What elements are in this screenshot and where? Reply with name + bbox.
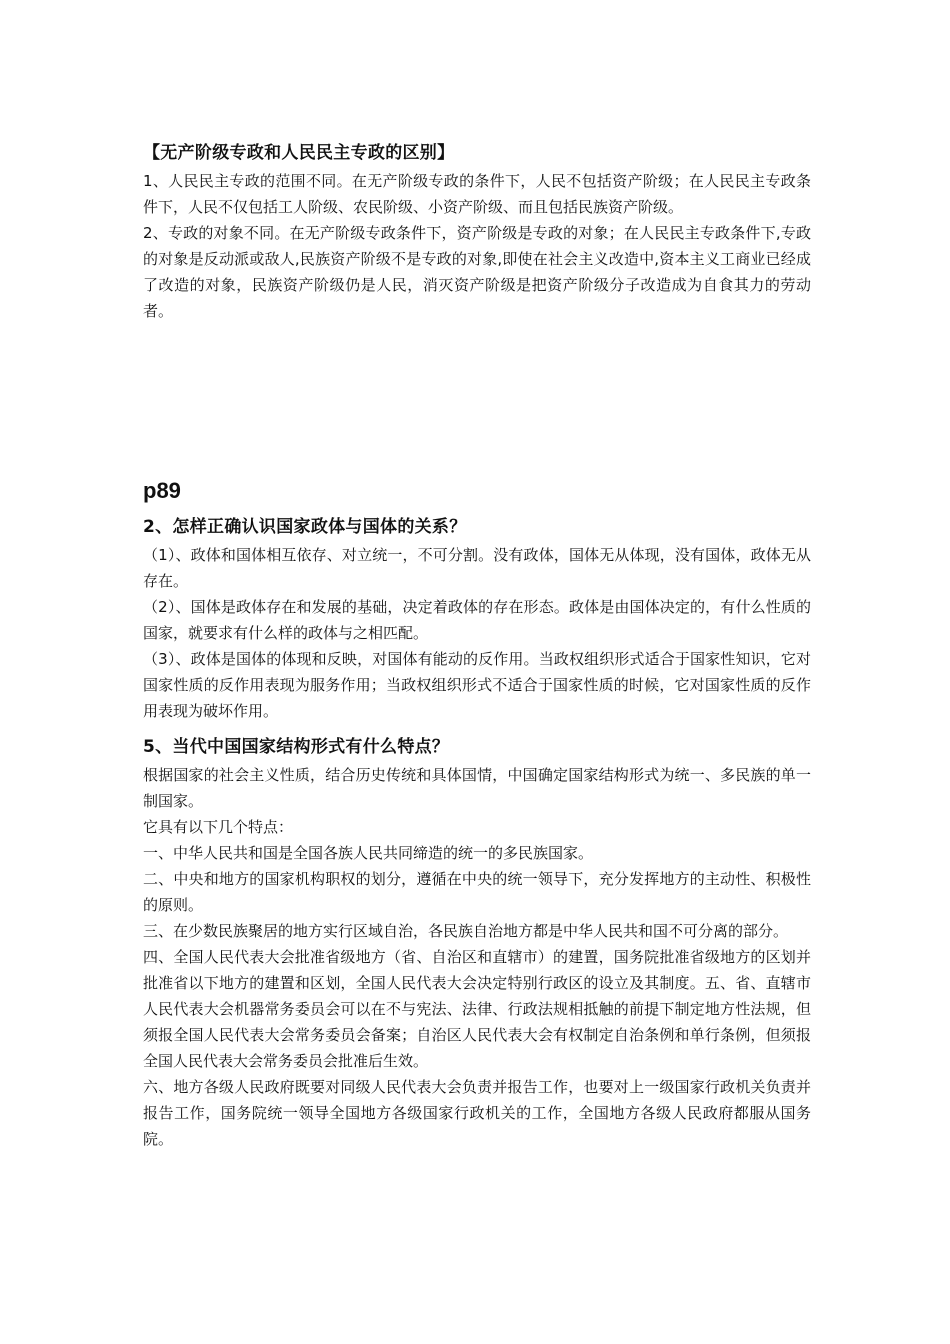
paragraph: （1）、政体和国体相互依存、对立统一，不可分割。没有政体，国体无从体现，没有国体，政体无从存在。	[143, 546, 811, 590]
paragraph: 三、在少数民族聚居的地方实行区域自治，各民族自治地方都是中华人民共和国不可分离的部分。	[143, 922, 789, 940]
paragraph: （3）、政体是国体的体现和反映，对国体有能动的反作用。当政权组织形式适合于国家性知识，它对国家性质的反作用表现为服务作用；当政权组织形式不适合于国家性质的时候，它对国家性质的反作用表现为破坏作用。	[143, 650, 811, 720]
question-heading: 2、怎样正确认识国家政体与国体的关系？	[143, 517, 467, 537]
section-polity-state-relation	[143, 476, 811, 724]
paragraph: 2、专政的对象不同。在无产阶级专政条件下，资产阶级是专政的对象；在人民民主专政条件下,专政的对象是反动派或敌人,民族资产阶级不是专政的对象,即使在社会主义改造中,资本主义工商业已经成了改造的对象，民族资产阶级仍是人民，消灭资产阶级是把资产阶级分子改造成为自食其力的劳动者。	[143, 224, 811, 320]
paragraph: 1、人民民主专政的范围不同。在无产阶级专政的条件下，人民不包括资产阶级；在人民民主专政条件下，人民不仅包括工人阶级、农民阶级、小资产阶级、而且包括民族资产阶级。	[143, 172, 811, 216]
paragraph: 二、中央和地方的国家机构职权的划分，遵循在中央的统一领导下，充分发挥地方的主动性、积极性的原则。	[143, 870, 811, 914]
paragraph: 四、全国人民代表大会批准省级地方（省、自治区和直辖市）的建置，国务院批准省级地方的区划并批准省以下地方的建置和区划，全国人民代表大会决定特别行政区的设立及其制度。五、省、直辖市人民代表大会机器常务委员会可以在不与宪法、法律、行政法规相抵触的前提下制定地方性法规，但须报全国人民代表大会常务委员会备案；自治区人民代表大会有权制定自治条例和单行条例，但须报全国人民代表大会常务委员会批准后生效。	[143, 948, 811, 1070]
paragraph: （2）、国体是政体存在和发展的基础，决定着政体的存在形态。政体是由国体决定的，有什么性质的国家，就要求有什么样的政体与之相匹配。	[143, 598, 811, 642]
page-reference-label: p89	[143, 478, 181, 503]
section-heading: 【无产阶级专政和人民民主专政的区别】	[143, 143, 455, 163]
section-dictatorship-difference	[143, 140, 811, 324]
question-heading: 5、当代中国国家结构形式有什么特点？	[143, 737, 450, 757]
paragraph: 六、地方各级人民政府既要对同级人民代表大会负责并报告工作，也要对上一级国家行政机关负责并报告工作，国务院统一领导全国地方各级国家行政机关的工作，全国地方各级人民政府都服从国务院。	[143, 1078, 811, 1148]
section-state-structure	[143, 734, 811, 1152]
paragraph: 根据国家的社会主义性质，结合历史传统和具体国情，中国确定国家结构形式为统一、多民族的单一制国家。	[143, 766, 811, 810]
paragraph: 它具有以下几个特点：	[143, 818, 294, 836]
paragraph: 一、中华人民共和国是全国各族人民共同缔造的统一的多民族国家。	[143, 844, 594, 862]
